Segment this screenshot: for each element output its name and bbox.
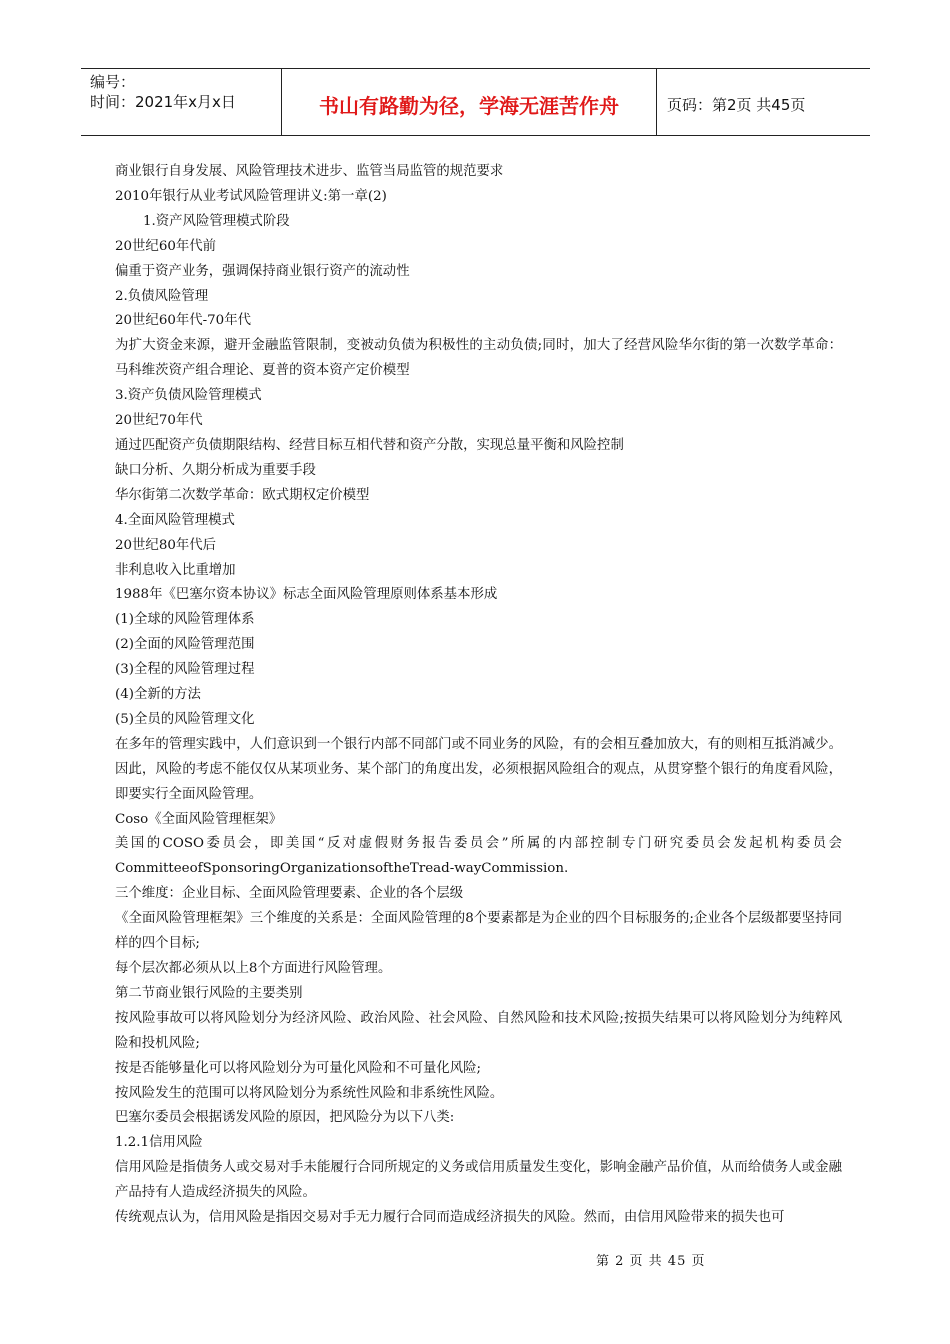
body-paragraph: 按风险发生的范围可以将风险划分为系统性风险和非系统性风险。: [115, 1085, 504, 1101]
body-paragraph: 按是否能够量化可以将风险划分为可量化风险和不可量化风险;: [115, 1060, 482, 1076]
body-paragraph: 2010年银行从业考试风险管理讲义:第一章(2): [115, 188, 387, 204]
body-paragraph: 20世纪70年代: [115, 413, 203, 429]
body-paragraph: 通过匹配资产负债期限结构、经营目标互相代替和资产分散，实现总量平衡和风险控制: [115, 437, 624, 453]
body-paragraph: 1.资产风险管理模式阶段: [143, 213, 290, 229]
body-paragraph: 20世纪80年代后: [115, 537, 217, 553]
body-paragraph: 1.2.1信用风险: [115, 1135, 203, 1151]
body-paragraph: 2.负债风险管理: [115, 288, 209, 304]
header-meta-cell: [81, 69, 282, 135]
body-paragraph: (1)全球的风险管理体系: [115, 612, 255, 628]
page-footer: 第 2 页 共 45 页: [596, 1254, 706, 1269]
body-paragraph: 非利息收入比重增加: [115, 562, 236, 578]
body-paragraph: (2)全面的风险管理范围: [115, 637, 255, 653]
time-label: 时间：2021年x月x日: [90, 93, 236, 111]
header-page-code: 页码：第2页 共45页: [667, 95, 806, 114]
body-paragraph: 每个层次都必须从以上8个方面进行风险管理。: [115, 961, 392, 976]
page-header: [81, 68, 870, 136]
body-paragraph: 美国的COSO委员会，即美国“反对虚假财务报告委员会”所属的内部控制专门研究委员会发起机构委员会CommitteeofSponsoringOrganizationsoftheTread-wayCommission.: [115, 836, 842, 877]
body-paragraph: 信用风险是指债务人或交易对手未能履行合同所规定的义务或信用质量发生变化，影响金融产品价值，从而给债务人或金融产品持有人造成经济损失的风险。: [115, 1160, 842, 1201]
body-paragraph: 20世纪60年代-70年代: [115, 313, 251, 329]
document-body: [115, 160, 842, 1231]
body-paragraph: 商业银行自身发展、风险管理技术进步、监管当局监管的规范要求: [115, 164, 504, 179]
body-paragraph: Coso《全面风险管理框架》: [115, 811, 283, 827]
body-paragraph: 4.全面风险管理模式: [115, 512, 235, 528]
body-paragraph: 3.资产负债风险管理模式: [115, 388, 262, 404]
body-paragraph: 按风险事故可以将风险划分为经济风险、政治风险、社会风险、自然风险和技术风险;按损失结果可以将风险划分为纯粹风险和投机风险;: [115, 1010, 842, 1051]
body-paragraph: 缺口分析、久期分析成为重要手段: [115, 462, 316, 478]
body-paragraph: 巴塞尔委员会根据诱发风险的原因，把风险分为以下八类:: [115, 1110, 455, 1126]
body-paragraph: 传统观点认为，信用风险是指因交易对手无力履行合同而造成经济损失的风险。然而，由信用风险带来的损失也可: [115, 1210, 785, 1226]
body-paragraph: 在多年的管理实践中，人们意识到一个银行内部不同部门或不同业务的风险，有的会相互叠加放大，有的则相互抵消减少。因此，风险的考虑不能仅仅从某项业务、某个部门的角度出发，必须根据风险组合的观点，从贯穿整个银行的角度看风险，即要实行全面风险管理。: [115, 736, 842, 802]
body-paragraph: 20世纪60年代前: [115, 238, 217, 254]
body-paragraph: 1988年《巴塞尔资本协议》标志全面风险管理原则体系基本形成: [115, 587, 498, 603]
body-paragraph: 华尔街第二次数学革命：欧式期权定价模型: [115, 487, 370, 503]
body-paragraph: (4)全新的方法: [115, 687, 201, 703]
body-paragraph: (3)全程的风险管理过程: [115, 662, 255, 678]
body-paragraph: (5)全员的风险管理文化: [115, 711, 255, 727]
header-motto: 书山有路勤为径，学海无涯苦作舟: [282, 69, 657, 135]
body-paragraph: 第二节商业银行风险的主要类别: [115, 985, 303, 1001]
body-paragraph: 偏重于资产业务，强调保持商业银行资产的流动性: [115, 263, 410, 279]
body-paragraph: 《全面风险管理框架》三个维度的关系是：全面风险管理的8个要素都是为企业的四个目标服务的;企业各个层级都要坚持同样的四个目标;: [115, 911, 842, 952]
body-paragraph: 为扩大资金来源，避开金融监管限制，变被动负债为积极性的主动负债;同时，加大了经营风险华尔街的第一次数学革命：马科维茨资产组合理论、夏普的资本资产定价模型: [115, 338, 842, 379]
number-label: 编号：: [90, 73, 136, 91]
body-paragraph: 三个维度：企业目标、全面风险管理要素、企业的各个层级: [115, 886, 464, 902]
